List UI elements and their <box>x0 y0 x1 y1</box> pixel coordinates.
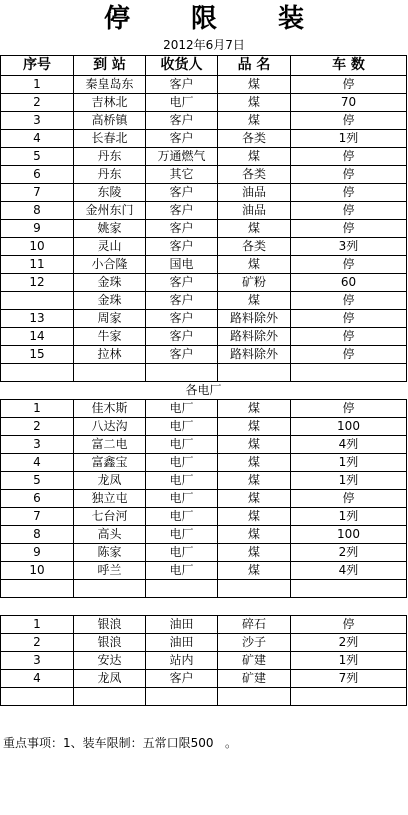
cell-product: 煤 <box>218 418 291 436</box>
section-title <box>1 598 407 616</box>
cell-cars: 100 <box>291 526 407 544</box>
cell-consignee: 电厂 <box>146 544 218 562</box>
cell-seq: 6 <box>1 490 74 508</box>
table-row <box>1 454 407 472</box>
cell-product: 油品 <box>218 184 291 202</box>
cell-product: 煤 <box>218 76 291 94</box>
table-row <box>1 508 407 526</box>
cell-product: 煤 <box>218 472 291 490</box>
cell-cars: 停 <box>291 346 407 364</box>
cell-station: 富二电 <box>74 436 146 454</box>
cell-seq: 7 <box>1 508 74 526</box>
cell-seq: 1 <box>1 616 74 634</box>
cell-consignee: 客户 <box>146 130 218 148</box>
table-row <box>1 166 407 184</box>
cell-station: 姚家 <box>74 220 146 238</box>
cell-consignee: 客户 <box>146 328 218 346</box>
cell-product: 煤 <box>218 526 291 544</box>
cell-consignee: 电厂 <box>146 418 218 436</box>
cell-consignee: 电厂 <box>146 562 218 580</box>
table-row <box>1 490 407 508</box>
cell-product: 煤 <box>218 220 291 238</box>
blank-cell <box>291 688 407 706</box>
cell-product: 碎石 <box>218 616 291 634</box>
cell-consignee: 客户 <box>146 670 218 688</box>
cell-seq: 8 <box>1 202 74 220</box>
cell-consignee: 客户 <box>146 184 218 202</box>
cell-consignee: 电厂 <box>146 400 218 418</box>
cell-product: 油品 <box>218 202 291 220</box>
blank-cell <box>74 688 146 706</box>
notes-text: 重点事项：1、装车限制：五常口限500 。 <box>3 736 237 750</box>
blank-cell <box>218 580 291 598</box>
blank-cell <box>291 580 407 598</box>
cell-seq: 2 <box>1 418 74 436</box>
cell-product: 矿建 <box>218 652 291 670</box>
cell-seq: 9 <box>1 220 74 238</box>
cell-station: 独立屯 <box>74 490 146 508</box>
cell-consignee: 国电 <box>146 256 218 274</box>
cell-cars: 停 <box>291 256 407 274</box>
cell-product: 各类 <box>218 166 291 184</box>
section-title: 各电厂 <box>1 382 407 400</box>
cell-station: 金珠 <box>74 292 146 310</box>
table-row <box>1 670 407 688</box>
header-station: 到 站 <box>74 56 146 76</box>
cell-consignee: 客户 <box>146 112 218 130</box>
cell-station: 周家 <box>74 310 146 328</box>
header-consignee: 收货人 <box>146 56 218 76</box>
blank-cell <box>74 364 146 382</box>
cell-cars: 2列 <box>291 634 407 652</box>
table-row <box>1 112 407 130</box>
cell-product: 煤 <box>218 112 291 130</box>
cell-product: 路料除外 <box>218 346 291 364</box>
cell-station: 灵山 <box>74 238 146 256</box>
cell-product: 沙子 <box>218 634 291 652</box>
report-date: 2012年6月7日 <box>163 38 245 52</box>
cell-consignee: 客户 <box>146 310 218 328</box>
cell-seq: 10 <box>1 562 74 580</box>
cell-station: 龙凤 <box>74 670 146 688</box>
cell-product: 煤 <box>218 508 291 526</box>
cell-station: 长春北 <box>74 130 146 148</box>
cell-station: 高桥镇 <box>74 112 146 130</box>
cell-station: 陈家 <box>74 544 146 562</box>
table-row <box>1 328 407 346</box>
section-row <box>1 598 407 616</box>
cell-product: 矿建 <box>218 670 291 688</box>
cell-station: 七台河 <box>74 508 146 526</box>
blank-cell <box>1 688 74 706</box>
cell-cars: 停 <box>291 148 407 166</box>
header-row <box>1 56 407 76</box>
cell-seq: 15 <box>1 346 74 364</box>
blank-cell <box>146 580 218 598</box>
cell-seq: 3 <box>1 652 74 670</box>
cell-cars: 停 <box>291 490 407 508</box>
blank-cell <box>146 364 218 382</box>
cell-cars: 1列 <box>291 472 407 490</box>
table-row <box>1 76 407 94</box>
table-row <box>1 436 407 454</box>
cell-seq: 4 <box>1 130 74 148</box>
blank-cell <box>1 580 74 598</box>
cell-cars: 停 <box>291 166 407 184</box>
table-row <box>1 130 407 148</box>
header-seq: 序号 <box>1 56 74 76</box>
cell-product: 煤 <box>218 256 291 274</box>
table-row <box>1 94 407 112</box>
cell-station: 银浪 <box>74 616 146 634</box>
table-row <box>1 274 407 292</box>
cell-cars: 70 <box>291 94 407 112</box>
cell-station: 拉林 <box>74 346 146 364</box>
cell-product: 煤 <box>218 94 291 112</box>
table-row <box>1 418 407 436</box>
cell-cars: 停 <box>291 616 407 634</box>
blank-cell <box>1 364 74 382</box>
cell-seq: 2 <box>1 94 74 112</box>
page-title: 停 限 装 <box>103 4 331 34</box>
cell-station: 龙凤 <box>74 472 146 490</box>
cell-cars: 3列 <box>291 238 407 256</box>
table-row <box>1 346 407 364</box>
cell-cars: 100 <box>291 418 407 436</box>
cell-cars: 停 <box>291 292 407 310</box>
cell-consignee: 电厂 <box>146 436 218 454</box>
cell-consignee: 电厂 <box>146 490 218 508</box>
cell-seq: 14 <box>1 328 74 346</box>
cell-consignee: 客户 <box>146 274 218 292</box>
cell-station: 银浪 <box>74 634 146 652</box>
cell-product: 煤 <box>218 148 291 166</box>
cell-consignee: 万通燃气 <box>146 148 218 166</box>
blank-row <box>1 688 407 706</box>
cell-consignee: 电厂 <box>146 454 218 472</box>
cell-station: 金州东门 <box>74 202 146 220</box>
table-row <box>1 148 407 166</box>
cell-seq: 13 <box>1 310 74 328</box>
blank-cell <box>218 688 291 706</box>
cell-product: 路料除外 <box>218 328 291 346</box>
restriction-table <box>0 55 407 706</box>
cell-cars: 停 <box>291 220 407 238</box>
cell-consignee: 客户 <box>146 76 218 94</box>
cell-seq: 6 <box>1 166 74 184</box>
cell-product: 煤 <box>218 490 291 508</box>
cell-seq: 9 <box>1 544 74 562</box>
cell-consignee: 客户 <box>146 220 218 238</box>
cell-seq: 11 <box>1 256 74 274</box>
cell-station: 丹东 <box>74 166 146 184</box>
table-row <box>1 544 407 562</box>
cell-cars: 停 <box>291 76 407 94</box>
cell-cars: 停 <box>291 400 407 418</box>
cell-product: 各类 <box>218 130 291 148</box>
cell-product: 路料除外 <box>218 310 291 328</box>
cell-station: 丹东 <box>74 148 146 166</box>
cell-seq: 8 <box>1 526 74 544</box>
cell-consignee: 电厂 <box>146 526 218 544</box>
table-row <box>1 220 407 238</box>
cell-cars: 7列 <box>291 670 407 688</box>
cell-consignee: 油田 <box>146 616 218 634</box>
cell-consignee: 电厂 <box>146 94 218 112</box>
cell-cars: 停 <box>291 328 407 346</box>
section-row <box>1 382 407 400</box>
cell-consignee: 客户 <box>146 202 218 220</box>
blank-cell <box>146 688 218 706</box>
table-row <box>1 634 407 652</box>
cell-seq: 10 <box>1 238 74 256</box>
cell-product: 各类 <box>218 238 291 256</box>
cell-cars: 2列 <box>291 544 407 562</box>
cell-cars: 1列 <box>291 652 407 670</box>
cell-consignee: 其它 <box>146 166 218 184</box>
cell-product: 煤 <box>218 400 291 418</box>
table-row <box>1 184 407 202</box>
blank-cell <box>291 364 407 382</box>
table-row <box>1 202 407 220</box>
header-cars: 车 数 <box>291 56 407 76</box>
table-row <box>1 616 407 634</box>
cell-seq: 3 <box>1 436 74 454</box>
cell-cars: 停 <box>291 202 407 220</box>
cell-consignee: 电厂 <box>146 472 218 490</box>
cell-seq: 5 <box>1 148 74 166</box>
table-row <box>1 472 407 490</box>
cell-seq: 12 <box>1 274 74 292</box>
cell-cars: 1列 <box>291 508 407 526</box>
cell-product: 煤 <box>218 454 291 472</box>
cell-cars: 4列 <box>291 562 407 580</box>
cell-seq: 5 <box>1 472 74 490</box>
cell-station: 安达 <box>74 652 146 670</box>
blank-row <box>1 364 407 382</box>
cell-cars: 停 <box>291 112 407 130</box>
cell-seq: 1 <box>1 400 74 418</box>
cell-cars: 停 <box>291 184 407 202</box>
cell-product: 煤 <box>218 562 291 580</box>
cell-consignee: 客户 <box>146 346 218 364</box>
cell-cars: 停 <box>291 310 407 328</box>
blank-cell <box>74 580 146 598</box>
cell-consignee: 客户 <box>146 238 218 256</box>
table-row <box>1 400 407 418</box>
cell-consignee: 电厂 <box>146 508 218 526</box>
cell-seq: 1 <box>1 76 74 94</box>
table-row <box>1 562 407 580</box>
cell-station: 佳木斯 <box>74 400 146 418</box>
cell-station: 金珠 <box>74 274 146 292</box>
table-row <box>1 292 407 310</box>
table-row <box>1 526 407 544</box>
cell-cars: 60 <box>291 274 407 292</box>
cell-station: 八达沟 <box>74 418 146 436</box>
cell-station: 高头 <box>74 526 146 544</box>
cell-product: 煤 <box>218 544 291 562</box>
cell-consignee: 客户 <box>146 292 218 310</box>
cell-consignee: 站内 <box>146 652 218 670</box>
table-row <box>1 256 407 274</box>
cell-seq: 3 <box>1 112 74 130</box>
cell-station: 东陵 <box>74 184 146 202</box>
cell-station: 秦皇岛东 <box>74 76 146 94</box>
cell-station: 呼兰 <box>74 562 146 580</box>
cell-station: 吉林北 <box>74 94 146 112</box>
cell-product: 矿粉 <box>218 274 291 292</box>
cell-product: 煤 <box>218 436 291 454</box>
blank-cell <box>218 364 291 382</box>
cell-cars: 1列 <box>291 454 407 472</box>
cell-station: 小合隆 <box>74 256 146 274</box>
header-product: 品 名 <box>218 56 291 76</box>
cell-station: 牛家 <box>74 328 146 346</box>
cell-seq: 4 <box>1 670 74 688</box>
cell-consignee: 油田 <box>146 634 218 652</box>
table-row <box>1 652 407 670</box>
cell-seq: 2 <box>1 634 74 652</box>
cell-cars: 1列 <box>291 130 407 148</box>
cell-station: 富鑫宝 <box>74 454 146 472</box>
cell-cars: 4列 <box>291 436 407 454</box>
cell-seq <box>1 292 74 310</box>
table-row <box>1 310 407 328</box>
cell-product: 煤 <box>218 292 291 310</box>
blank-row <box>1 580 407 598</box>
table-row <box>1 238 407 256</box>
cell-seq: 4 <box>1 454 74 472</box>
cell-seq: 7 <box>1 184 74 202</box>
